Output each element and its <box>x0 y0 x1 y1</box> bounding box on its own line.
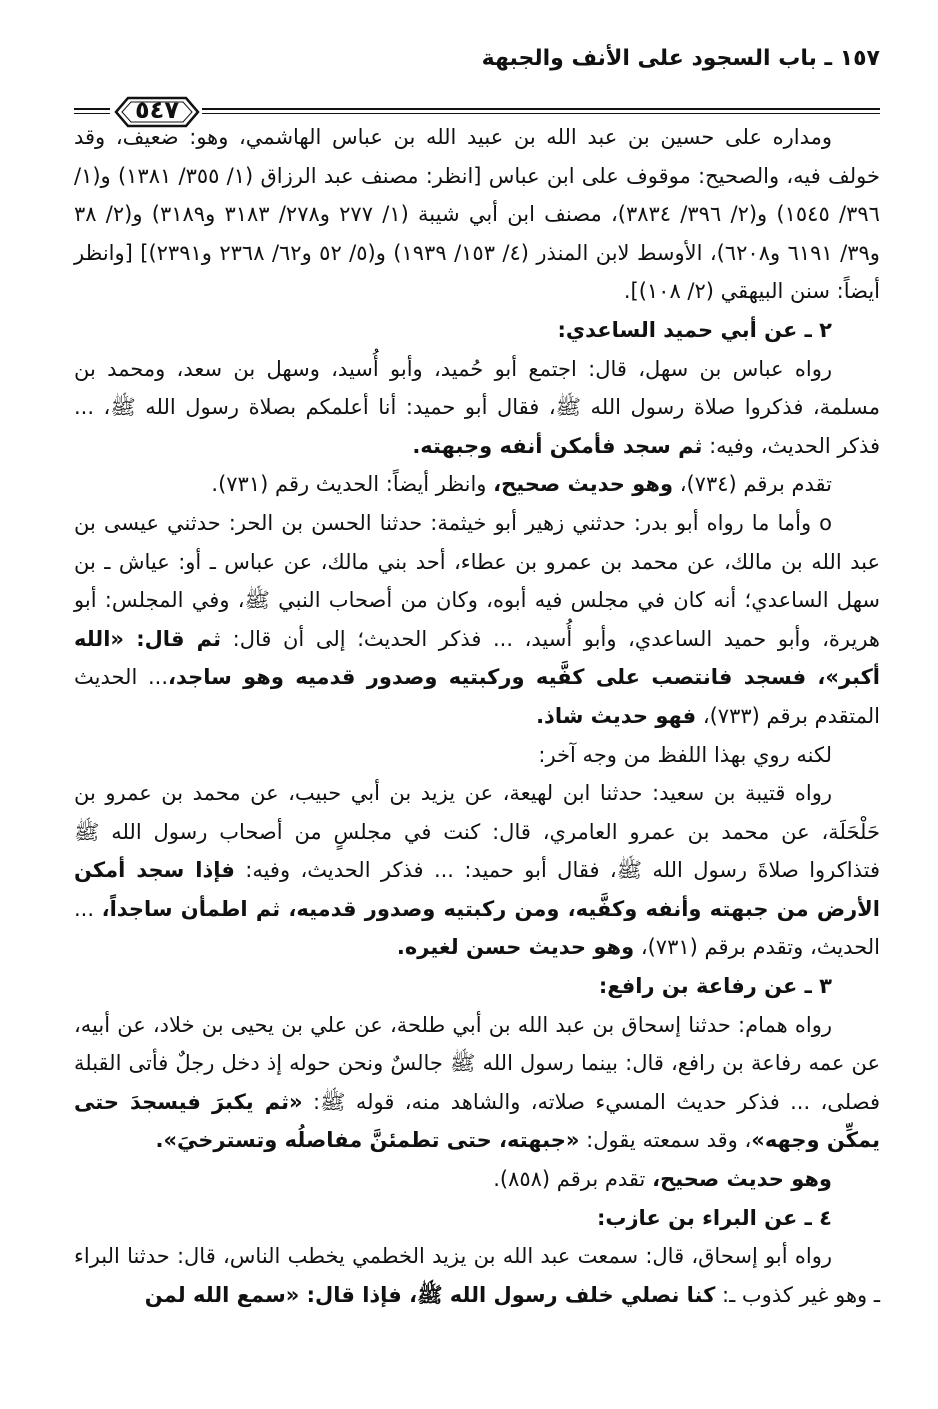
paragraph: لكنه روي بهذا اللفظ من وجه آخر: <box>538 742 832 767</box>
paragraph: رواه أبو إسحاق، قال: سمعت عبد الله بن يزيد الخطمي يخطب الناس، قال: حدثنا البراء ـ وهو غير كذوب ـ: كنا نصلي خلف رسول الله ﷺ، فإذا قال: «سمع الله لمن <box>74 1244 880 1307</box>
paragraph: رواه قتيبة بن سعيد: حدثنا ابن لهيعة، عن يزيد بن أبي حبيب، عن محمد بن عمرو بن حَلْحَلَة، عن محمد بن عمرو العامري، قال: كنت في مجلسٍ من أصحاب رسول الله ﷺ فتذاكروا صلاةَ رسول الله ﷺ، فقال أبو حميد: ... فذكر الحديث، وفيه: فإذا سجد أمكن الأرض من جبهته وأنفه وكفَّيه، ومن ركبتيه وصدور قدميه، ثم اطمأن ساجداً، ... الحديث، وتقدم برقم (٧٣١)، وهو حديث حسن لغيره. <box>74 781 881 960</box>
page-header <box>74 40 880 124</box>
paragraph: وهو حديث صحيح، تقدم برقم (٨٥٨). <box>493 1167 832 1192</box>
section-heading: ٣ ـ عن رفاعة بن رافع: <box>598 974 832 999</box>
paragraph: o وأما ما رواه أبو بدر: حدثني زهير أبو خيثمة: حدثنا الحسن بن الحر: حدثني عيسى بن عبد الله بن مالك، عن محمد بن عمرو بن عطاء، أحد بني مالك، عن عباس ـ أو: عياش ـ بن سهل الساعدي؛ أنه كان في مجلس فيه أبوه، وكان من أصحاب النبي ﷺ، وفي المجلس: أبو هريرة، وأبو حميد الساعدي، وأبو أُسيد، ... فذكر الحديث؛ إلى أن قال: ثم قال: «الله أكبر»، فسجد فانتصب على كفَّيه وركبتيه وصدور قدميه وهو ساجد،... الحديث المتقدم برقم (٧٣٣)، فهو حديث شاذ. <box>74 510 881 728</box>
page-body <box>74 118 880 1388</box>
section-heading: ٤ ـ عن البراء بن عازب: <box>596 1205 832 1230</box>
header-rule <box>202 108 880 110</box>
paragraph: رواه عباس بن سهل، قال: اجتمع أبو حُميد، وأبو أُسيد، وسهل بن سعد، ومحمد بن مسلمة، فذكروا صلاة رسول الله ﷺ، فقال أبو حميد: أنا أعلمكم بصلاة رسول الله ﷺ، ... فذكر الحديث، وفيه: ثم سجد فأمكن أنفه وجبهته. <box>74 356 880 458</box>
paragraph: ومداره على حسين بن عبد الله بن عبيد الله بن عباس الهاشمي، وهو: ضعيف، وقد خولف فيه، والصحيح: موقوف على ابن عباس [انظر: مصنف عبد الرزاق (١/ ٣٥٥/ ١٣٨١) و(١/ ٣٩٦/ ١٥٤٥) و(٢/ ٣٩٦/ ٣٨٣٤)، مصنف ابن أبي شيبة (١/ ٢٧٧ و٢٧٨/ ٣١٨٣ و٣١٨٩) و(٢/ ٣٨ و٣٩/ ٦١٩١ و٦٢٠٨)، الأوسط لابن المنذر (٤/ ١٥٣/ ١٩٣٩) و(٥/ ٥٢ و٦٢/ ٢٣٦٨ و٢٣٩١)] [وانظر أيضاً: سنن البيهقي (٢/ ١٠٨)]. <box>74 125 880 304</box>
header-rule-left <box>74 108 110 110</box>
running-title: ١٥٧ ـ باب السجود على الأنف والجبهة <box>481 46 880 71</box>
page-number: ٥٤٧ <box>135 96 179 124</box>
paragraph: تقدم برقم (٧٣٤)، وهو حديث صحيح، وانظر أيضاً: الحديث رقم (٧٣١). <box>211 472 832 497</box>
paragraph: رواه همام: حدثنا إسحاق بن عبد الله بن أبي طلحة، عن علي بن يحيى بن خلاد، عن أبيه، عن عمه رفاعة بن رافع، قال: بينما رسول الله ﷺ جالسٌ ونحن حوله إذ دخل رجلٌ فأتى القبلة فصلى، ... فذكر حديث المسيء صلاته، والشاهد منه، قوله ﷺ: «ثم يكبرَ فيسجدَ حتى يمكِّن وجهه»، وقد سمعته يقول: «جبهته، حتى تطمئنَّ مفاصلُه وتسترخيَ». <box>74 1012 880 1153</box>
section-heading: ٢ ـ عن أبي حميد الساعدي: <box>557 317 832 342</box>
